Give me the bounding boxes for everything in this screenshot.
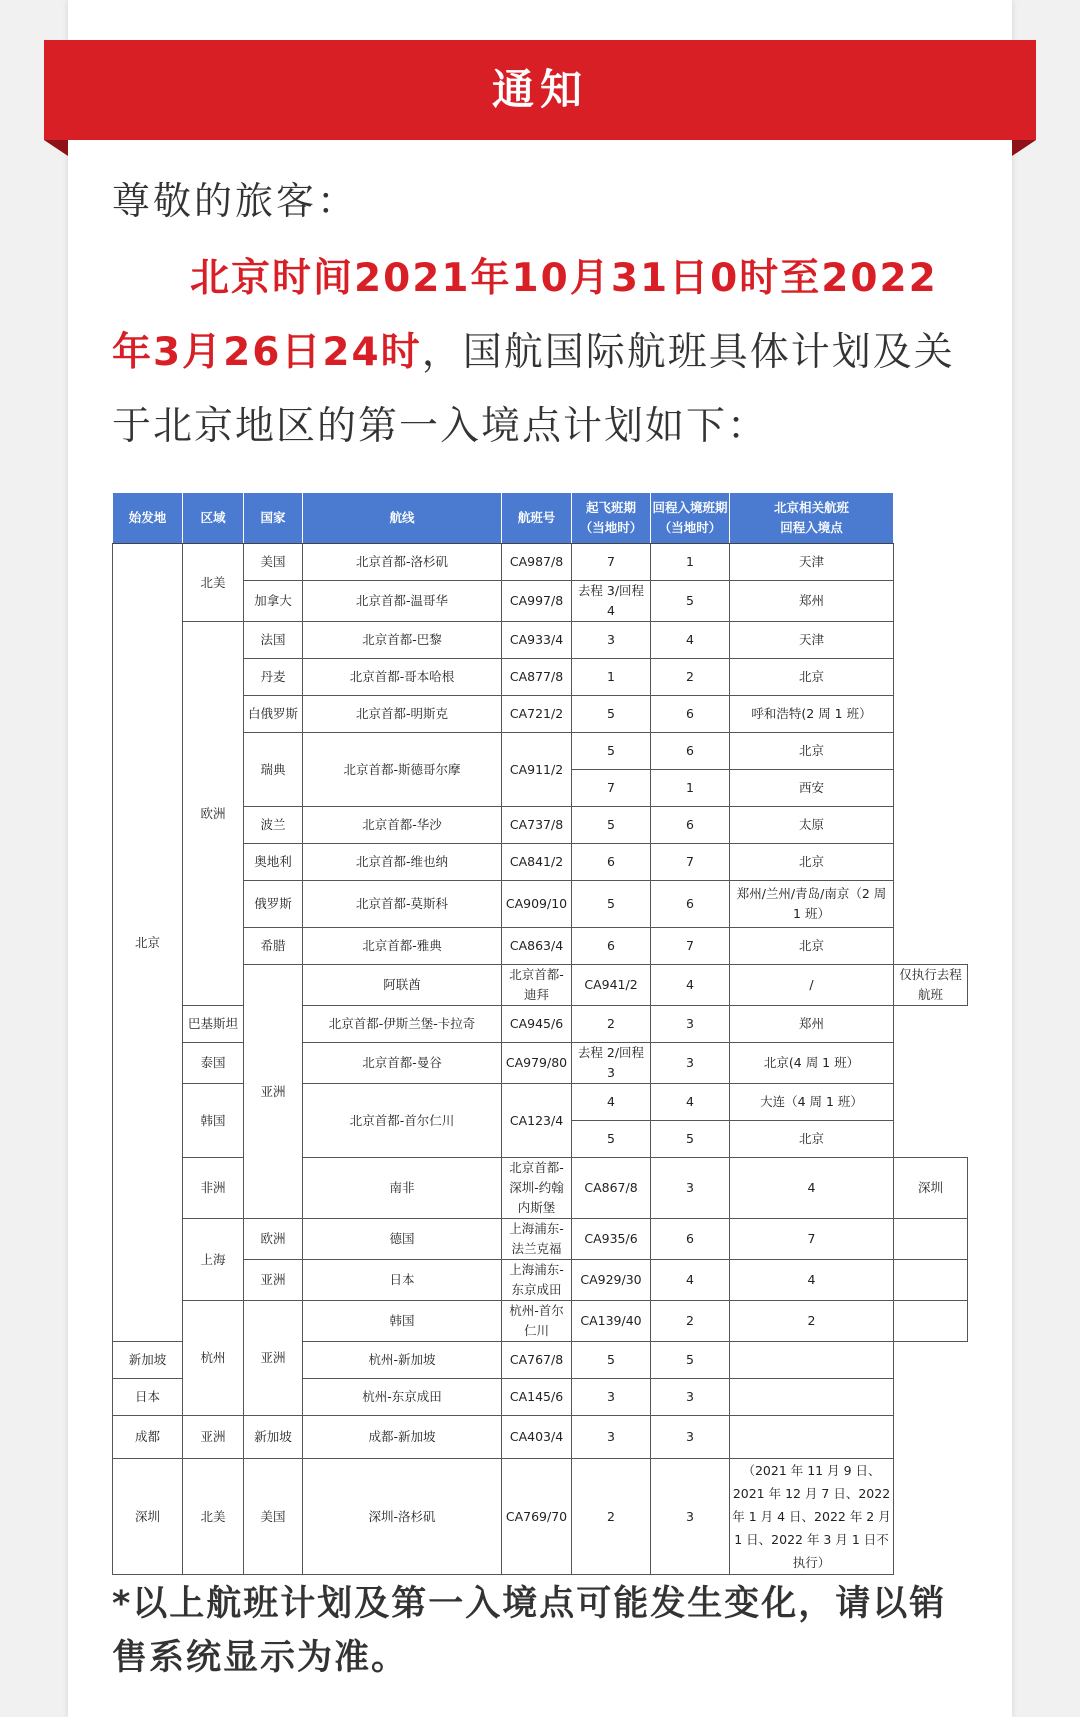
flight-cell: CA929/30 bbox=[572, 1260, 651, 1301]
flight-cell: CA721/2 bbox=[502, 696, 572, 733]
entry-cell: 北京 bbox=[730, 659, 894, 696]
ret-cell: 6 bbox=[651, 807, 730, 844]
dep-cell: 6 bbox=[572, 928, 651, 965]
route-cell: 北京首都-迪拜 bbox=[502, 965, 572, 1006]
flight-cell: CA863/4 bbox=[502, 928, 572, 965]
region-cell: 亚洲 bbox=[244, 1301, 303, 1416]
dep-cell: 3 bbox=[572, 1379, 651, 1416]
table-row bbox=[113, 544, 968, 581]
route-cell: 北京首都-巴黎 bbox=[303, 622, 502, 659]
entry-cell: 北京 bbox=[730, 844, 894, 881]
dep-cell: 5 bbox=[572, 696, 651, 733]
dep-cell: 5 bbox=[572, 807, 651, 844]
region-cell: 亚洲 bbox=[244, 965, 303, 1219]
entry-cell: 太原 bbox=[730, 807, 894, 844]
table-row bbox=[113, 1301, 968, 1342]
route-cell: 北京首都-温哥华 bbox=[303, 581, 502, 622]
route-cell: 北京首都-维也纳 bbox=[303, 844, 502, 881]
route-cell: 上海浦东-东京成田 bbox=[502, 1260, 572, 1301]
route-cell: 北京首都-斯德哥尔摩 bbox=[303, 733, 502, 807]
table-row bbox=[113, 1158, 968, 1219]
flight-cell: CA767/8 bbox=[502, 1342, 572, 1379]
country-cell: 瑞典 bbox=[244, 733, 303, 807]
flight-cell: CA123/4 bbox=[502, 1084, 572, 1158]
country-cell: 加拿大 bbox=[244, 581, 303, 622]
flight-cell: CA987/8 bbox=[502, 544, 572, 581]
country-cell: 丹麦 bbox=[244, 659, 303, 696]
table-row bbox=[113, 1416, 968, 1459]
header-route: 航线 bbox=[303, 493, 502, 544]
country-cell: 希腊 bbox=[244, 928, 303, 965]
entry-cell bbox=[894, 1301, 968, 1342]
route-cell: 北京首都-哥本哈根 bbox=[303, 659, 502, 696]
table-header-row bbox=[113, 493, 968, 544]
dep-cell: 5 bbox=[572, 1342, 651, 1379]
entry-cell: 北京 bbox=[730, 928, 894, 965]
notice-title-banner bbox=[44, 40, 1036, 140]
ret-cell: 7 bbox=[651, 928, 730, 965]
ret-cell: 4 bbox=[730, 1260, 894, 1301]
entry-cell: 北京 bbox=[730, 733, 894, 770]
header-return-days: 回程入境班期 （当地时） bbox=[651, 493, 730, 544]
country-cell: 新加坡 bbox=[113, 1342, 183, 1379]
ret-cell: 6 bbox=[651, 733, 730, 770]
dep-cell: 5 bbox=[572, 881, 651, 928]
route-cell: 北京首都-莫斯科 bbox=[303, 881, 502, 928]
entry-cell: （2021 年 11 月 9 日、2021 年 12 月 7 日、2022 年 1 月 4 日、2022 年 2 月 1 日、2022 年 3 月 1 日不执行） bbox=[730, 1459, 894, 1575]
header-departure-days: 起飞班期 （当地时） bbox=[572, 493, 651, 544]
table-row bbox=[113, 1219, 968, 1260]
country-cell: 新加坡 bbox=[244, 1416, 303, 1459]
footnote: *以上航班计划及第一入境点可能发生变化，请以销售系统显示为准。 bbox=[112, 1584, 947, 1678]
ret-cell: 3 bbox=[651, 1379, 730, 1416]
entry-cell: 深圳 bbox=[894, 1158, 968, 1219]
country-cell: 美国 bbox=[244, 544, 303, 581]
entry-cell: 仅执行去程航班 bbox=[894, 965, 968, 1006]
entry-cell bbox=[730, 1342, 894, 1379]
route-cell: 北京首都-明斯克 bbox=[303, 696, 502, 733]
country-cell: 韩国 bbox=[183, 1084, 244, 1158]
flight-cell: CA911/2 bbox=[502, 733, 572, 807]
region-cell: 欧洲 bbox=[183, 622, 244, 1006]
flight-schedule-table bbox=[112, 492, 968, 1575]
flight-cell: CA877/8 bbox=[502, 659, 572, 696]
ret-cell: 4 bbox=[730, 1158, 894, 1219]
flight-cell: CA737/8 bbox=[502, 807, 572, 844]
route-cell: 杭州-东京成田 bbox=[303, 1379, 502, 1416]
dep-cell: 6 bbox=[572, 844, 651, 881]
country-cell: 泰国 bbox=[183, 1043, 244, 1084]
ret-cell: 3 bbox=[651, 1416, 730, 1459]
ret-cell: 6 bbox=[651, 881, 730, 928]
route-cell: 杭州-新加坡 bbox=[303, 1342, 502, 1379]
entry-cell: 呼和浩特(2 周 1 班） bbox=[730, 696, 894, 733]
table-row bbox=[113, 622, 968, 659]
country-cell: 日本 bbox=[113, 1379, 183, 1416]
route-cell: 北京首都-华沙 bbox=[303, 807, 502, 844]
ret-cell: 3 bbox=[651, 1006, 730, 1043]
body-text: ，国航国际航班具体计划及关于北京地区的第一入境点计划如下： bbox=[112, 330, 955, 449]
flight-cell: CA403/4 bbox=[502, 1416, 572, 1459]
dep-cell: 5 bbox=[572, 733, 651, 770]
dep-cell: 去程 2/回程 3 bbox=[572, 1043, 651, 1084]
origin-cell: 北京 bbox=[113, 544, 183, 1342]
route-cell: 北京首都-曼谷 bbox=[303, 1043, 502, 1084]
region-cell: 欧洲 bbox=[244, 1219, 303, 1260]
flight-cell: CA979/80 bbox=[502, 1043, 572, 1084]
table-row bbox=[113, 1006, 968, 1043]
dep-cell: 3 bbox=[572, 1416, 651, 1459]
ret-cell: 2 bbox=[730, 1301, 894, 1342]
notice-title: 通知 bbox=[491, 65, 588, 114]
route-cell: 北京首都-深圳-约翰内斯堡 bbox=[502, 1158, 572, 1219]
header-region: 区域 bbox=[183, 493, 244, 544]
dep-cell: 去程 3/回程 4 bbox=[572, 581, 651, 622]
dep-cell: 3 bbox=[572, 622, 651, 659]
dep-cell: 3 bbox=[651, 1158, 730, 1219]
entry-cell: 天津 bbox=[730, 622, 894, 659]
header-country: 国家 bbox=[244, 493, 303, 544]
entry-cell: 大连（4 周 1 班） bbox=[730, 1084, 894, 1121]
header-flight: 航班号 bbox=[502, 493, 572, 544]
country-cell: 南非 bbox=[303, 1158, 502, 1219]
entry-cell: 郑州/兰州/青岛/南京（2 周 1 班） bbox=[730, 881, 894, 928]
flight-cell: CA997/8 bbox=[502, 581, 572, 622]
flight-cell: CA941/2 bbox=[572, 965, 651, 1006]
entry-cell: 郑州 bbox=[730, 581, 894, 622]
dep-cell: 4 bbox=[651, 1260, 730, 1301]
dep-cell: 7 bbox=[572, 770, 651, 807]
dep-cell: 6 bbox=[651, 1219, 730, 1260]
banner-fold-left bbox=[44, 140, 68, 156]
country-cell: 巴基斯坦 bbox=[183, 1006, 244, 1043]
flight-cell: CA769/70 bbox=[502, 1459, 572, 1575]
route-cell: 杭州-首尔仁川 bbox=[502, 1301, 572, 1342]
flight-cell: CA139/40 bbox=[572, 1301, 651, 1342]
origin-cell: 上海 bbox=[183, 1219, 244, 1301]
country-cell: 德国 bbox=[303, 1219, 502, 1260]
ret-cell: 1 bbox=[651, 544, 730, 581]
table-row bbox=[113, 1084, 968, 1121]
greeting: 尊敬的旅客： bbox=[112, 179, 359, 223]
ret-cell: 7 bbox=[651, 844, 730, 881]
dep-cell: 2 bbox=[572, 1459, 651, 1575]
route-cell: 北京首都-首尔仁川 bbox=[303, 1084, 502, 1158]
flight-cell: CA145/6 bbox=[502, 1379, 572, 1416]
entry-cell: 西安 bbox=[730, 770, 894, 807]
origin-cell: 杭州 bbox=[183, 1301, 244, 1416]
ret-cell: 3 bbox=[651, 1043, 730, 1084]
flight-cell: CA909/10 bbox=[502, 881, 572, 928]
header-entry-point: 北京相关航班 回程入境点 bbox=[730, 493, 894, 544]
flight-cell: CA933/4 bbox=[502, 622, 572, 659]
ret-cell: 7 bbox=[730, 1219, 894, 1260]
dep-cell: 4 bbox=[572, 1084, 651, 1121]
country-cell: 波兰 bbox=[244, 807, 303, 844]
dep-cell: 2 bbox=[651, 1301, 730, 1342]
dep-cell: 2 bbox=[572, 1006, 651, 1043]
route-cell: 深圳-洛杉矶 bbox=[303, 1459, 502, 1575]
origin-cell: 深圳 bbox=[113, 1459, 183, 1575]
country-cell: 法国 bbox=[244, 622, 303, 659]
ret-cell: 2 bbox=[651, 659, 730, 696]
entry-cell: 北京 bbox=[730, 1121, 894, 1158]
country-cell: 俄罗斯 bbox=[244, 881, 303, 928]
entry-cell: 天津 bbox=[730, 544, 894, 581]
origin-cell: 成都 bbox=[113, 1416, 183, 1459]
region-cell: 亚洲 bbox=[183, 1416, 244, 1459]
flight-cell: CA841/2 bbox=[502, 844, 572, 881]
highlight-period: 北京时间2021年10月31日0时至2022年3月26日24时 bbox=[112, 256, 938, 375]
ret-cell: 4 bbox=[651, 622, 730, 659]
entry-cell bbox=[894, 1260, 968, 1301]
table-row bbox=[113, 1459, 968, 1575]
ret-cell: / bbox=[730, 965, 894, 1006]
route-cell: 北京首都-伊斯兰堡-卡拉奇 bbox=[303, 1006, 502, 1043]
entry-cell: 北京(4 周 1 班） bbox=[730, 1043, 894, 1084]
ret-cell: 1 bbox=[651, 770, 730, 807]
ret-cell: 5 bbox=[651, 1121, 730, 1158]
region-cell: 非洲 bbox=[183, 1158, 244, 1219]
entry-cell bbox=[894, 1219, 968, 1260]
ret-cell: 6 bbox=[651, 696, 730, 733]
route-cell: 北京首都-洛杉矶 bbox=[303, 544, 502, 581]
flight-cell: CA867/8 bbox=[572, 1158, 651, 1219]
country-cell: 美国 bbox=[244, 1459, 303, 1575]
country-cell: 韩国 bbox=[303, 1301, 502, 1342]
entry-cell: 郑州 bbox=[730, 1006, 894, 1043]
ret-cell: 3 bbox=[651, 1459, 730, 1575]
dep-cell: 4 bbox=[651, 965, 730, 1006]
entry-cell bbox=[730, 1379, 894, 1416]
country-cell: 奥地利 bbox=[244, 844, 303, 881]
route-cell: 成都-新加坡 bbox=[303, 1416, 502, 1459]
route-cell: 上海浦东-法兰克福 bbox=[502, 1219, 572, 1260]
entry-cell bbox=[730, 1416, 894, 1459]
country-cell: 阿联酋 bbox=[303, 965, 502, 1006]
table-row bbox=[113, 1043, 968, 1084]
route-cell: 北京首都-雅典 bbox=[303, 928, 502, 965]
region-cell: 北美 bbox=[183, 1459, 244, 1575]
notice-paragraph bbox=[112, 242, 972, 464]
dep-cell: 5 bbox=[572, 1121, 651, 1158]
ret-cell: 5 bbox=[651, 1342, 730, 1379]
flight-cell: CA935/6 bbox=[572, 1219, 651, 1260]
ret-cell: 5 bbox=[651, 581, 730, 622]
dep-cell: 7 bbox=[572, 544, 651, 581]
ret-cell: 4 bbox=[651, 1084, 730, 1121]
flight-cell: CA945/6 bbox=[502, 1006, 572, 1043]
region-cell: 北美 bbox=[183, 544, 244, 622]
banner-fold-right bbox=[1012, 140, 1036, 156]
dep-cell: 1 bbox=[572, 659, 651, 696]
header-origin: 始发地 bbox=[113, 493, 183, 544]
country-cell: 日本 bbox=[303, 1260, 502, 1301]
country-cell: 白俄罗斯 bbox=[244, 696, 303, 733]
region-cell: 亚洲 bbox=[244, 1260, 303, 1301]
